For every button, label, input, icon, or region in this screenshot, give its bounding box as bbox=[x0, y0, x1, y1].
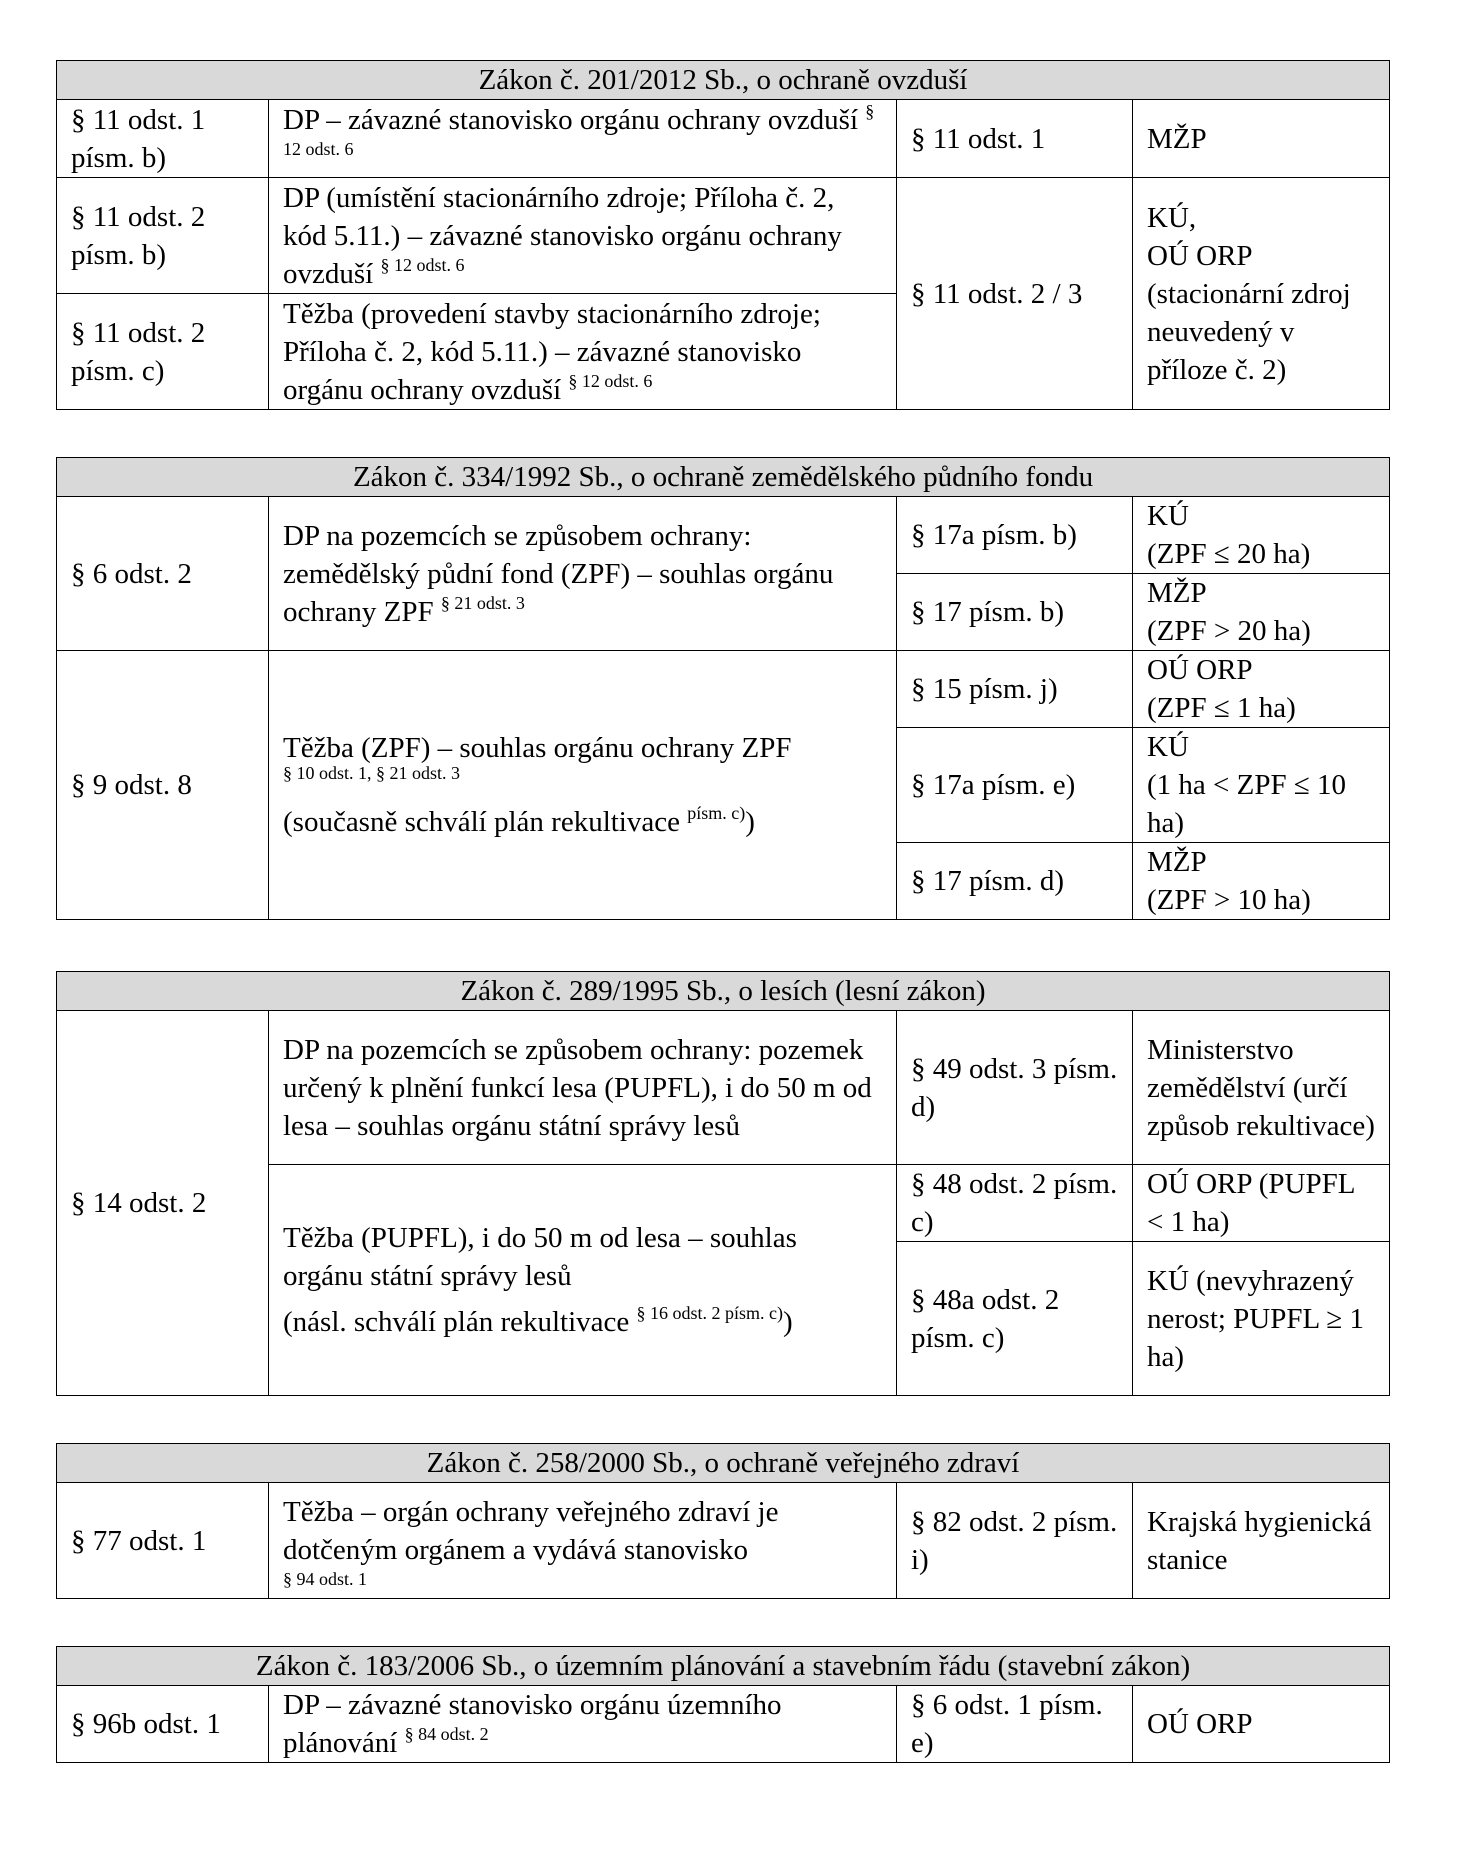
authority-cell: KÚ (ZPF ≤ 20 ha) bbox=[1133, 497, 1390, 574]
authority-cell: OÚ ORP bbox=[1133, 1686, 1390, 1763]
paragraph-cell: § 96b odst. 1 bbox=[57, 1686, 269, 1763]
competence-cell: § 48a odst. 2 písm. c) bbox=[897, 1242, 1133, 1396]
law-table-ovzdusi bbox=[56, 60, 1390, 410]
competence-cell: § 15 písm. j) bbox=[897, 651, 1133, 728]
competence-cell: § 49 odst. 3 písm. d) bbox=[897, 1011, 1133, 1165]
description-cell: Těžba (ZPF) – souhlas orgánu ochrany ZPF § 10 odst. 1, § 21 odst. 3 (současně schválí plán rekultivace $^{písm. c)}$) bbox=[269, 651, 897, 920]
competence-cell: § 17a písm. e) bbox=[897, 728, 1133, 843]
competence-cell: § 17 písm. b) bbox=[897, 574, 1133, 651]
paragraph-cell: § 14 odst. 2 bbox=[57, 1011, 269, 1396]
description-cell: Těžba – orgán ochrany veřejného zdraví je dotčeným orgánem a vydává stanovisko § 94 odst. 1 bbox=[269, 1483, 897, 1599]
competence-cell: § 11 odst. 1 bbox=[897, 100, 1133, 178]
law-table-zpf bbox=[56, 457, 1390, 920]
description-cell: Těžba (PUPFL), i do 50 m od lesa – souhlas orgánu státní správy lesů (násl. schválí plán rekultivace $^{\S 16 odst. 2 písm. c)}$) bbox=[269, 1165, 897, 1396]
paragraph-cell: § 9 odst. 8 bbox=[57, 651, 269, 920]
paragraph-cell: § 6 odst. 2 bbox=[57, 497, 269, 651]
table-title: Zákon č. 183/2006 Sb., o územním plánování a stavebním řádu (stavební zákon) bbox=[57, 1647, 1390, 1686]
authority-cell: OÚ ORP (ZPF ≤ 1 ha) bbox=[1133, 651, 1390, 728]
paragraph-cell: § 11 odst. 1 písm. b) bbox=[57, 100, 269, 178]
table-title: Zákon č. 334/1992 Sb., o ochraně zemědělského půdního fondu bbox=[57, 458, 1390, 497]
competence-cell: § 6 odst. 1 písm. e) bbox=[897, 1686, 1133, 1763]
law-table-zdravi bbox=[56, 1443, 1390, 1599]
table-title: Zákon č. 258/2000 Sb., o ochraně veřejného zdraví bbox=[57, 1444, 1390, 1483]
authority-cell: MŽP (ZPF > 10 ha) bbox=[1133, 843, 1390, 920]
table-title: Zákon č. 289/1995 Sb., o lesích (lesní zákon) bbox=[57, 972, 1390, 1011]
authority-cell: KÚ, OÚ ORP (stacionární zdroj neuvedený v příloze č. 2) bbox=[1133, 178, 1390, 410]
law-table-lesy bbox=[56, 971, 1390, 1396]
competence-cell: § 11 odst. 2 / 3 bbox=[897, 178, 1133, 410]
authority-cell: KÚ (nevyhrazený nerost; PUPFL ≥ 1 ha) bbox=[1133, 1242, 1390, 1396]
paragraph-cell: § 77 odst. 1 bbox=[57, 1483, 269, 1599]
authority-cell: Ministerstvo zemědělství (určí způsob rekultivace) bbox=[1133, 1011, 1390, 1165]
authority-cell: MŽP bbox=[1133, 100, 1390, 178]
authority-cell: MŽP (ZPF > 20 ha) bbox=[1133, 574, 1390, 651]
description-cell: DP – závazné stanovisko orgánu ochrany ovzduší $^{\S 12 odst. 6}$ bbox=[269, 100, 897, 178]
authority-cell: OÚ ORP (PUPFL < 1 ha) bbox=[1133, 1165, 1390, 1242]
description-cell: DP (umístění stacionárního zdroje; Příloha č. 2, kód 5.11.) – závazné stanovisko orgánu ochrany ovzduší $^{\S 12 odst. 6}$ bbox=[269, 178, 897, 294]
authority-cell: Krajská hygienická stanice bbox=[1133, 1483, 1390, 1599]
description-cell: Těžba (provedení stavby stacionárního zdroje; Příloha č. 2, kód 5.11.) – závazné stanovisko orgánu ochrany ovzduší $^{\S 12 odst. 6}$ bbox=[269, 294, 897, 410]
description-cell: DP na pozemcích se způsobem ochrany: pozemek určený k plnění funkcí lesa (PUPFL), i do 50 m od lesa – souhlas orgánu státní správy lesů bbox=[269, 1011, 897, 1165]
description-cell: DP – závazné stanovisko orgánu územního plánování $^{\S 84 odst. 2}$ bbox=[269, 1686, 897, 1763]
paragraph-cell: § 11 odst. 2 písm. b) bbox=[57, 178, 269, 294]
table-title: Zákon č. 201/2012 Sb., o ochraně ovzduší bbox=[57, 61, 1390, 100]
competence-cell: § 82 odst. 2 písm. i) bbox=[897, 1483, 1133, 1599]
paragraph-cell: § 11 odst. 2 písm. c) bbox=[57, 294, 269, 410]
competence-cell: § 17a písm. b) bbox=[897, 497, 1133, 574]
description-cell: DP na pozemcích se způsobem ochrany: zemědělský půdní fond (ZPF) – souhlas orgánu ochrany ZPF $^{\S 21 odst. 3}$ bbox=[269, 497, 897, 651]
law-table-stavebni bbox=[56, 1646, 1390, 1763]
competence-cell: § 17 písm. d) bbox=[897, 843, 1133, 920]
competence-cell: § 48 odst. 2 písm. c) bbox=[897, 1165, 1133, 1242]
authority-cell: KÚ (1 ha < ZPF ≤ 10 ha) bbox=[1133, 728, 1390, 843]
